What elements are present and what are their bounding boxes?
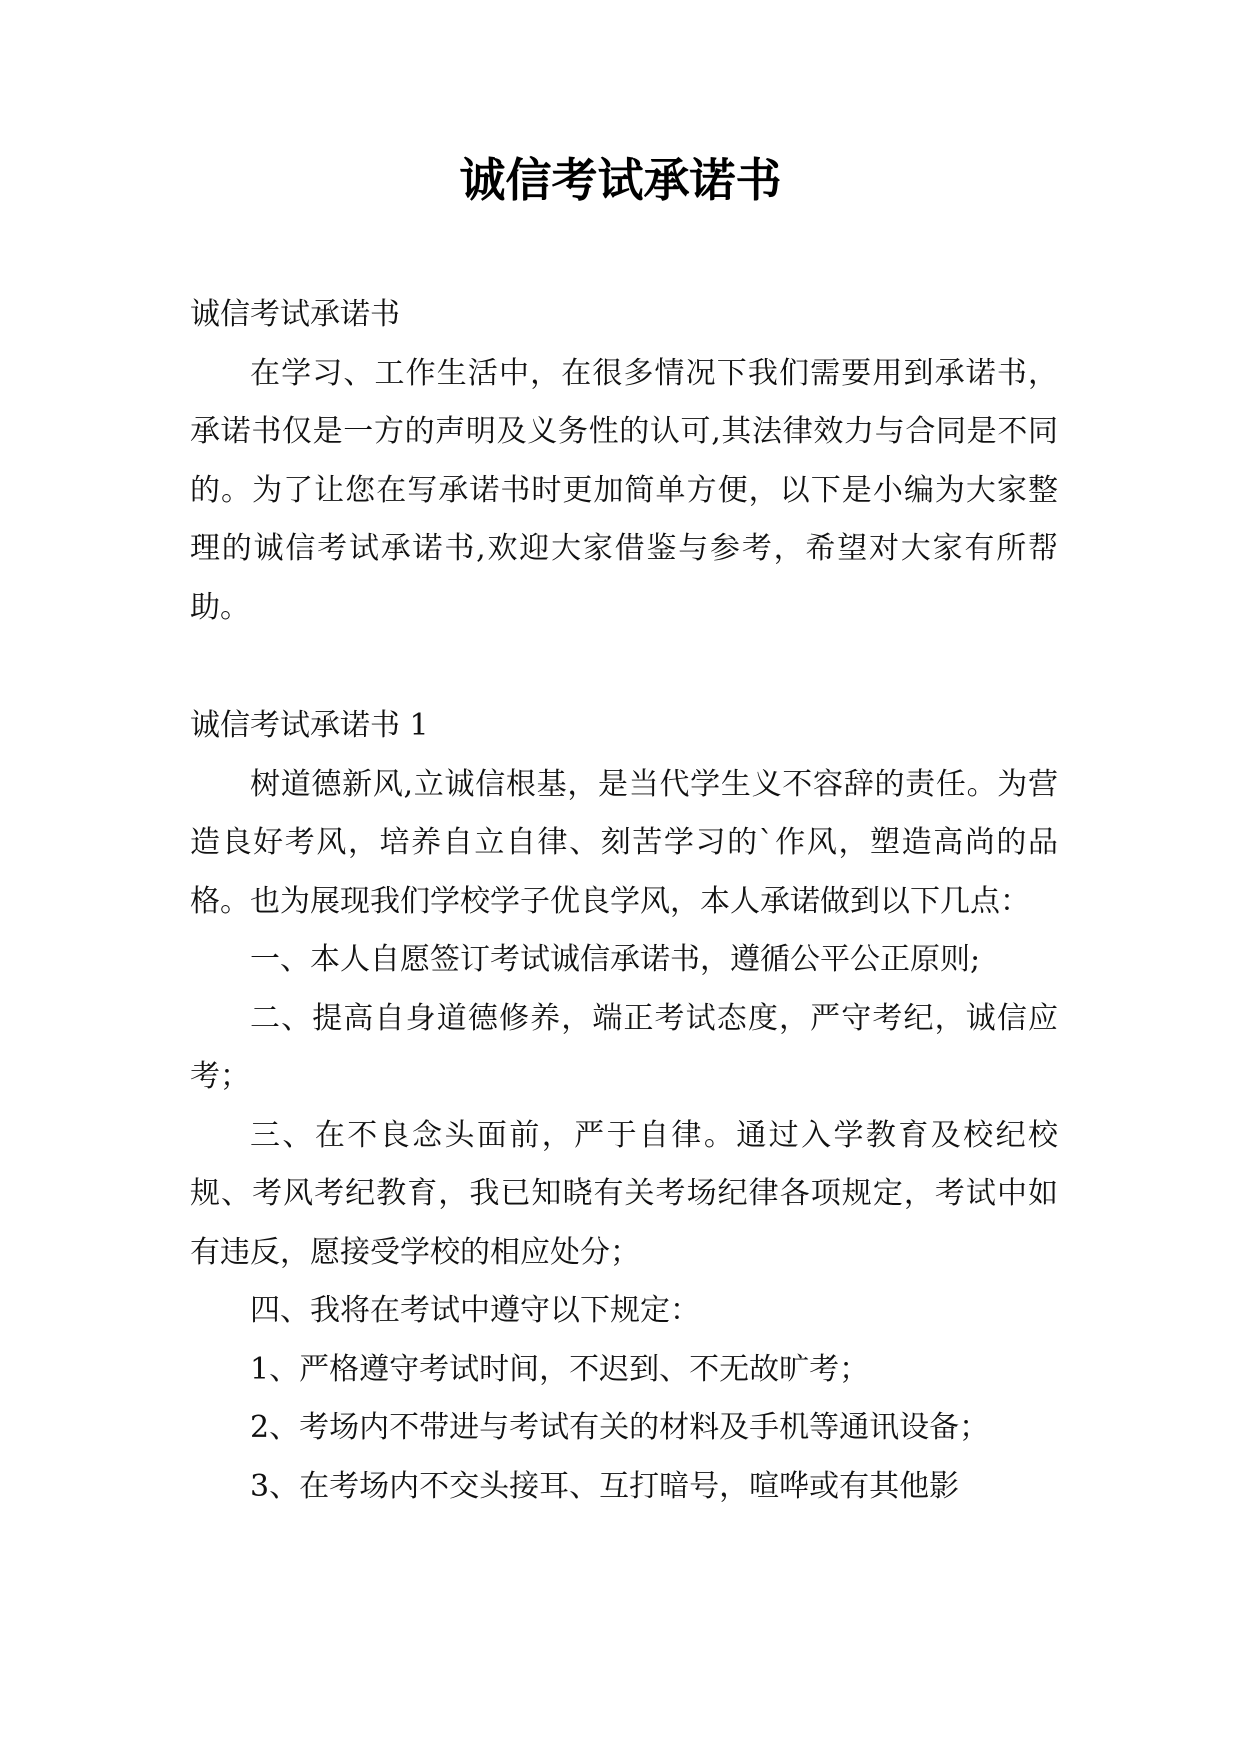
pledge-item-2: 二、提高自身道德修养，端正考试态度，严守考纪，诚信应考； — [190, 1000, 1058, 1094]
pledge-item-1: 一、本人自愿签订考试诚信承诺书，遵循公平公正原则; — [250, 942, 981, 977]
section-spacer — [190, 637, 1058, 697]
section-heading: 诚信考试承诺书 1 — [190, 708, 429, 743]
rule-item-2: 2、考场内不带进与考试有关的材料及手机等通讯设备； — [250, 1410, 990, 1445]
document-body — [190, 286, 1058, 1516]
intro-paragraph: 在学习、工作生活中，在很多情况下我们需要用到承诺书，承诺书仅是一方的声明及义务性的认可,其法律效力与合同是不同的。为了让您在写承诺书时更加简单方便，以下是小编为大家整理的诚信考试承诺书,欢迎大家借鉴与参考，希望对大家有所帮助。 — [190, 355, 1058, 625]
rule-item-3: 3、在考场内不交头接耳、互打暗号，喧哗或有其他影 — [250, 1468, 960, 1504]
document-title: 诚信考试承诺书 — [459, 153, 782, 207]
pledge-item-4: 四、我将在考试中遵守以下规定： — [250, 1293, 700, 1328]
rule-item-1: 1、严格遵守考试时间，不迟到、不无故旷考； — [250, 1351, 870, 1387]
pledge-item-3: 三、在不良念头面前，严于自律。通过入学教育及校纪校规、考风考纪教育，我已知晓有关考场纪律各项规定，考试中如有违反，愿接受学校的相应处分； — [190, 1117, 1058, 1270]
intro-heading: 诚信考试承诺书 — [190, 297, 400, 332]
body-paragraph: 树道德新风,立诚信根基，是当代学生义不容辞的责任。为营造良好考风，培养自立自律、刻苦学习的`作风，塑造高尚的品格。也为展现我们学校学子优良学风，本人承诺做到以下几点： — [190, 766, 1058, 919]
